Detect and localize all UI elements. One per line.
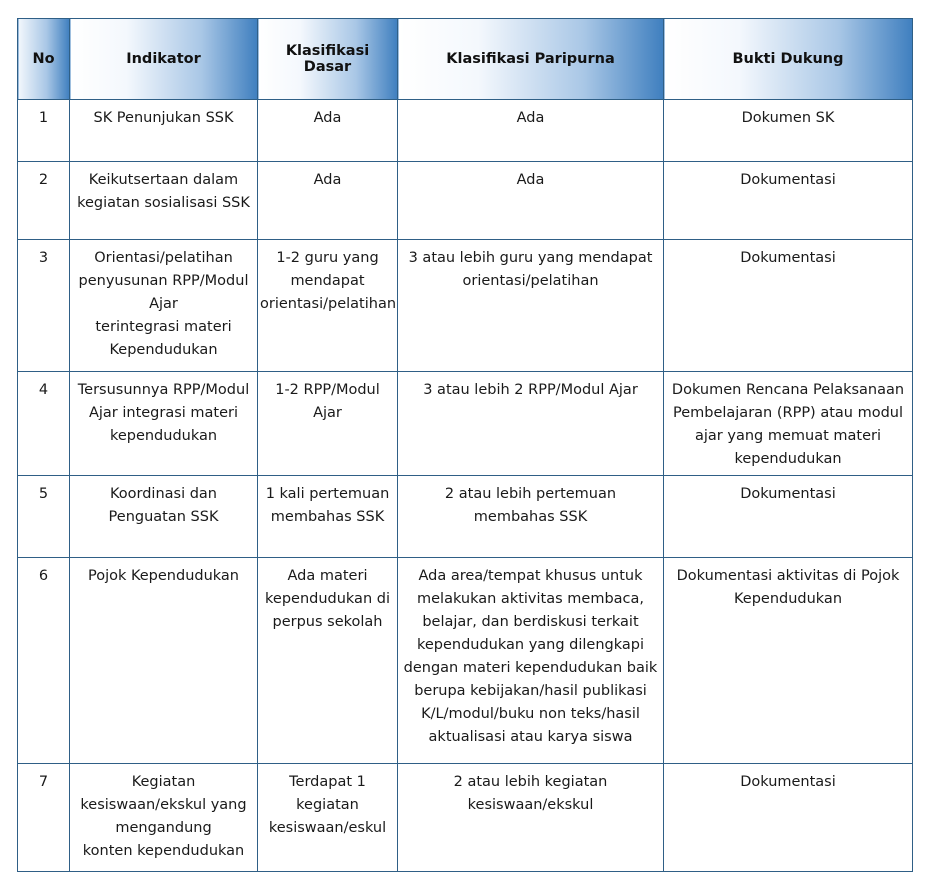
header-row — [18, 19, 913, 100]
header-bukti-dukung: Bukti Dukung — [664, 19, 913, 100]
cell-indikator: Orientasi/pelatihan penyusunan RPP/Modul Ajar terintegrasi materi Kependudukan — [70, 240, 258, 372]
cell-dasar: 1-2 RPP/Modul Ajar — [258, 372, 398, 476]
cell-no: 3 — [18, 240, 70, 372]
cell-indikator: Pojok Kependudukan — [70, 558, 258, 764]
cell-paripurna: Ada — [398, 162, 664, 240]
header-no: No — [18, 19, 70, 100]
cell-bukti: Dokumen Rencana Pelaksanaan Pembelajaran (RPP) atau modul ajar yang memuat materi kependudukan — [664, 372, 913, 476]
header-indikator: Indikator — [70, 19, 258, 100]
cell-paripurna: 3 atau lebih 2 RPP/Modul Ajar — [398, 372, 664, 476]
cell-paripurna: Ada — [398, 100, 664, 162]
cell-no: 7 — [18, 764, 70, 872]
header-klasifikasi-paripurna: Klasifikasi Paripurna — [398, 19, 664, 100]
cell-indikator: Koordinasi dan Penguatan SSK — [70, 476, 258, 558]
cell-dasar: 1 kali pertemuan membahas SSK — [258, 476, 398, 558]
cell-dasar: 1-2 guru yang mendapat orientasi/pelatihan — [258, 240, 398, 372]
cell-indikator: Keikutsertaan dalam kegiatan sosialisasi SSK — [70, 162, 258, 240]
cell-indikator: SK Penunjukan SSK — [70, 100, 258, 162]
header-klasifikasi-dasar: Klasifikasi Dasar — [258, 19, 398, 100]
cell-bukti: Dokumentasi — [664, 764, 913, 872]
table-row — [18, 240, 913, 372]
table-row — [18, 764, 913, 872]
cell-no: 2 — [18, 162, 70, 240]
cell-dasar: Ada — [258, 162, 398, 240]
cell-no: 4 — [18, 372, 70, 476]
cell-dasar: Ada materi kependudukan di perpus sekolah — [258, 558, 398, 764]
table-row — [18, 558, 913, 764]
table-row — [18, 100, 913, 162]
cell-paripurna: 2 atau lebih pertemuan membahas SSK — [398, 476, 664, 558]
cell-bukti: Dokumentasi — [664, 240, 913, 372]
cell-bukti: Dokumen SK — [664, 100, 913, 162]
cell-no: 6 — [18, 558, 70, 764]
cell-bukti: Dokumentasi — [664, 476, 913, 558]
cell-dasar: Terdapat 1 kegiatan kesiswaan/eskul — [258, 764, 398, 872]
cell-paripurna: 3 atau lebih guru yang mendapat orientasi/pelatihan — [398, 240, 664, 372]
cell-paripurna: 2 atau lebih kegiatan kesiswaan/ekskul — [398, 764, 664, 872]
cell-bukti: Dokumentasi aktivitas di Pojok Kependudukan — [664, 558, 913, 764]
cell-indikator: Tersusunnya RPP/Modul Ajar integrasi materi kependudukan — [70, 372, 258, 476]
cell-no: 5 — [18, 476, 70, 558]
cell-paripurna: Ada area/tempat khusus untuk melakukan aktivitas membaca, belajar, dan berdiskusi terkait kependudukan yang dilengkapi dengan materi kependudukan baik berupa kebijakan/hasil publikasi K/L/modul/buku non teks/hasil aktualisasi atau karya siswa — [398, 558, 664, 764]
cell-bukti: Dokumentasi — [664, 162, 913, 240]
cell-dasar: Ada — [258, 100, 398, 162]
cell-indikator: Kegiatan kesiswaan/ekskul yang mengandung konten kependudukan — [70, 764, 258, 872]
table-row — [18, 372, 913, 476]
indicator-table — [17, 18, 913, 872]
table-row — [18, 162, 913, 240]
table-row — [18, 476, 913, 558]
cell-no: 1 — [18, 100, 70, 162]
